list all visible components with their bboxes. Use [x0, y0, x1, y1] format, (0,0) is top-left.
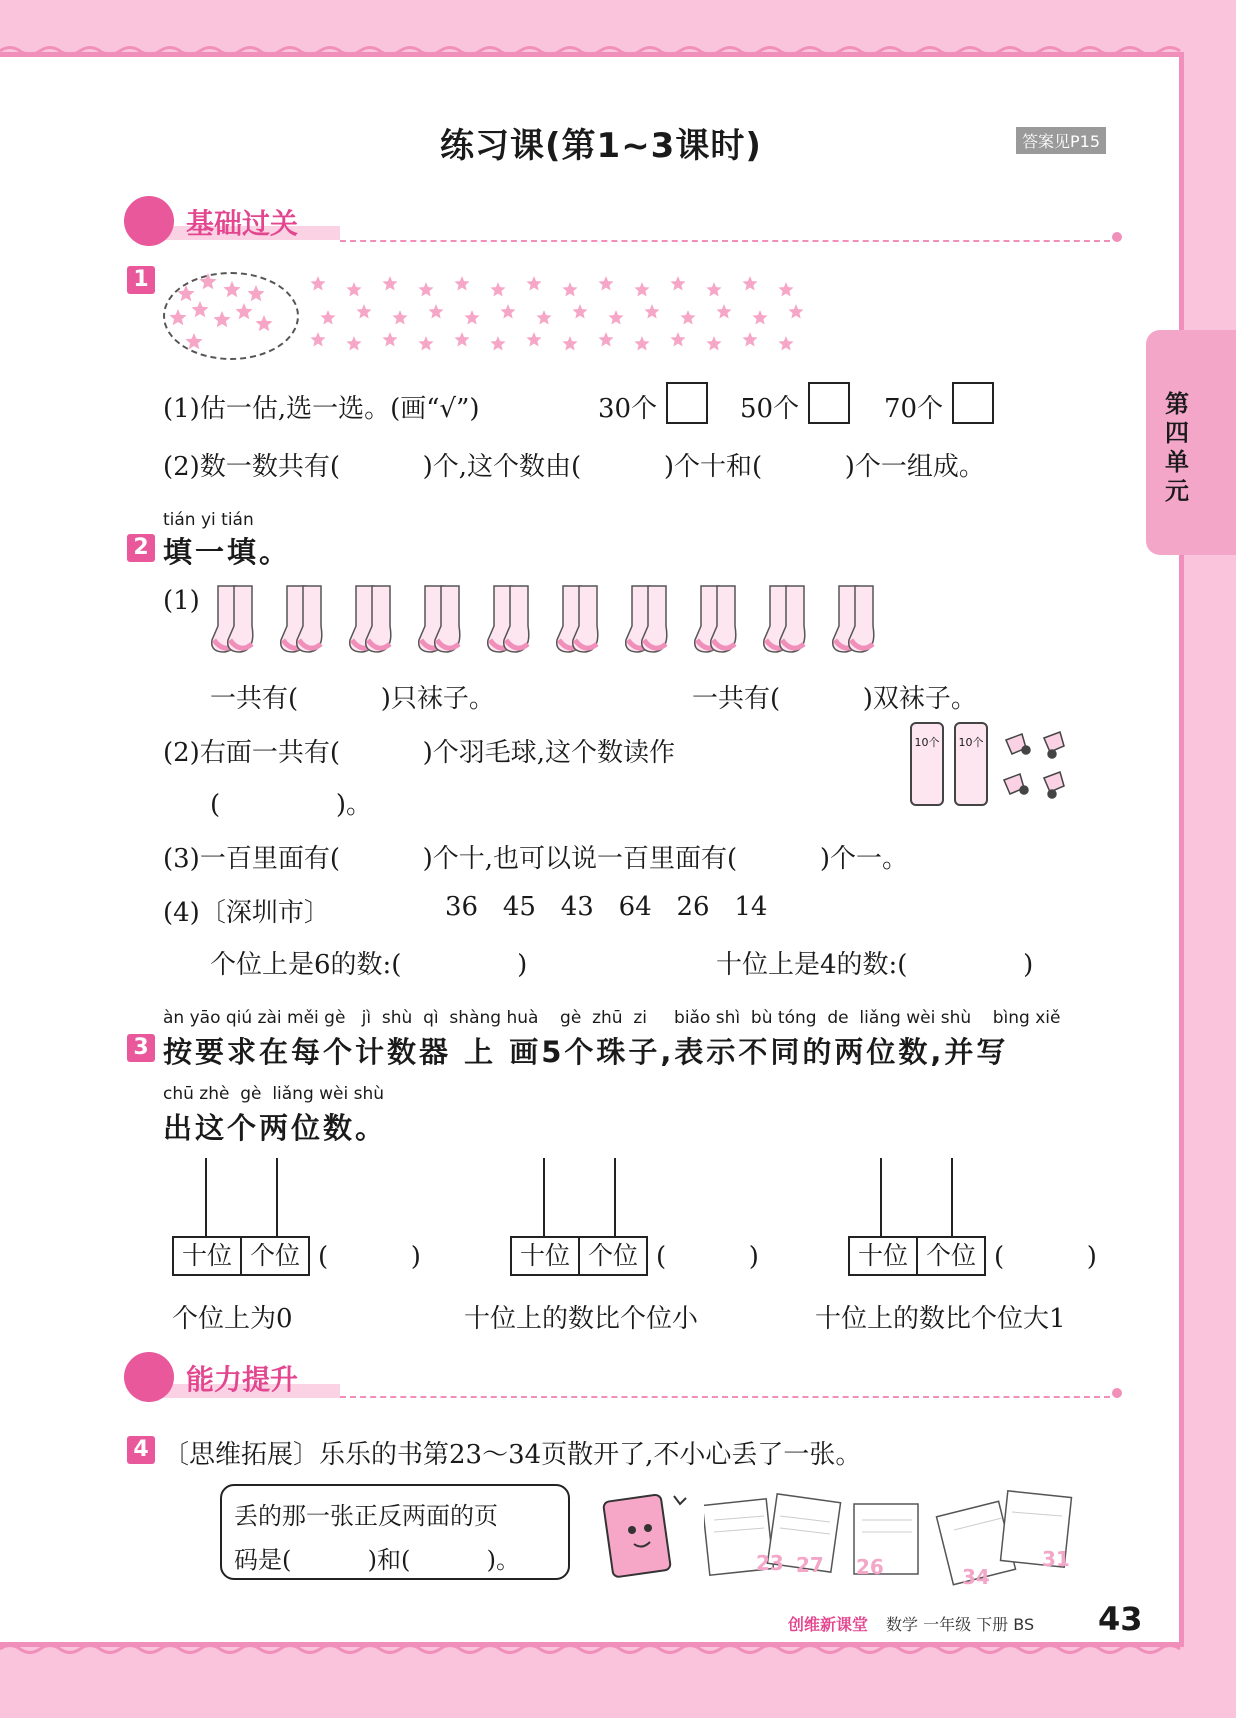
page-number-label: 31: [1042, 1547, 1070, 1571]
star-icon: [562, 282, 577, 297]
sock-pair-icon: [557, 586, 598, 652]
star-icon: [185, 333, 202, 349]
q4-text: 〔思维拓展〕乐乐的书第23～34页散开了,不小心丢了一张。: [163, 1440, 862, 1470]
star-icon: [247, 285, 264, 301]
section-divider: [340, 240, 1110, 242]
tens-rod[interactable]: [205, 1158, 207, 1238]
star-icon: [742, 276, 757, 291]
star-icon: [670, 276, 685, 291]
star-icon: [490, 336, 505, 351]
option-50-checkbox[interactable]: [808, 382, 850, 424]
star-icon: [706, 282, 721, 297]
tens-rod[interactable]: [543, 1158, 545, 1238]
q1-part2-text: (2)数一数共有( )个,这个数由( )个十和( )个一组成。: [163, 452, 985, 482]
page-number-label: 23: [756, 1551, 784, 1575]
star-icon: [778, 336, 793, 351]
question-number-badge: 4: [127, 1436, 155, 1464]
star-icon: [454, 332, 469, 347]
q2-part1-right-text: 一共有( )双袜子。: [692, 684, 977, 714]
question-number-badge: 2: [127, 534, 155, 562]
q3-pinyin-line2: chū zhè gè liǎng wèi shù: [163, 1084, 385, 1104]
q2-part3-text: (3)一百里面有( )个十,也可以说一百里面有( )个一。: [163, 844, 908, 874]
star-icon: [598, 332, 613, 347]
star-icon: [788, 304, 803, 319]
mascot-icon: [124, 1352, 174, 1402]
star-icon: [223, 281, 240, 297]
star-icon: [526, 276, 541, 291]
star-icon: [310, 276, 325, 291]
ones-place-label: 个位: [916, 1236, 986, 1276]
star-icon: [644, 304, 659, 319]
tens-rod[interactable]: [880, 1158, 882, 1238]
q2-part4-numbers: 36 45 43 64 26 14: [445, 892, 768, 922]
mascot-icon: [124, 196, 174, 246]
unit-tab-label: 第四单元: [1165, 390, 1189, 505]
star-icon: [310, 332, 325, 347]
tens-place-label: 十位: [848, 1236, 918, 1276]
sock-pair-icon: [212, 586, 253, 652]
star-icon: [716, 304, 731, 319]
q2-part4-tens-text: 十位上是4的数:( ): [716, 950, 1034, 980]
condition-ones-zero: 个位上为0: [172, 1304, 293, 1334]
q1-part1-text: (1)估一估,选一选。(画“√”): [163, 394, 480, 424]
star-icon: [454, 276, 469, 291]
tube-label: 10个: [958, 736, 984, 749]
abacus-answer-blank[interactable]: ( ): [994, 1242, 1097, 1272]
q2-part2-line2: ( )。: [210, 790, 372, 820]
sock-pair-icon: [281, 586, 322, 652]
option-30-checkbox[interactable]: [666, 382, 708, 424]
star-icon: [500, 304, 515, 319]
divider-dot-icon: [1112, 1388, 1122, 1398]
question-number-badge: 3: [127, 1034, 155, 1062]
star-icon: [177, 285, 194, 301]
footer-brand: 创维新课堂: [788, 1615, 869, 1634]
star-icon: [418, 282, 433, 297]
star-icon: [752, 310, 767, 325]
q3-pinyin-line1: àn yāo qiú zài měi gè jì shù qì shàng huà gè zhū zi biǎo shì bù tóng de liǎng wèi shù bìng xiě: [163, 1008, 1061, 1028]
divider-dot-icon: [1112, 232, 1122, 242]
star-icon: [706, 336, 721, 351]
section-basics-heading: 基础过关: [186, 207, 299, 240]
abacus-answer-blank[interactable]: ( ): [318, 1242, 421, 1272]
star-icon: [235, 303, 252, 319]
page-title: 练习课(第1~3课时): [440, 126, 762, 166]
star-icon: [608, 310, 623, 325]
sock-pair-icon: [695, 586, 736, 652]
bottom-wave-border: [0, 1642, 1190, 1656]
star-field: [160, 262, 820, 362]
page-number: 43: [1098, 1600, 1143, 1638]
tens-place-label: 十位: [172, 1236, 242, 1276]
q3-text-line1: 按要求在每个计数器 上 画5个珠子,表示不同的两位数,并写: [163, 1035, 1009, 1069]
sock-pair-icon: [764, 586, 805, 652]
option-70-checkbox[interactable]: [952, 382, 994, 424]
star-icon: [356, 304, 371, 319]
star-icon: [634, 336, 649, 351]
tens-place-label: 十位: [510, 1236, 580, 1276]
ones-place-label: 个位: [240, 1236, 310, 1276]
star-icon: [526, 332, 541, 347]
q2-pinyin: tián yi tián: [163, 510, 254, 530]
star-icon: [382, 332, 397, 347]
sock-pair-icon: [626, 586, 667, 652]
q2-part2-line1: (2)右面一共有( )个羽毛球,这个数读作: [163, 738, 676, 768]
section-advanced-heading: 能力提升: [186, 1363, 299, 1396]
star-icon: [392, 310, 407, 325]
sock-pair-icon: [488, 586, 529, 652]
ones-rod[interactable]: [951, 1158, 953, 1238]
star-icon: [346, 282, 361, 297]
star-icon: [199, 273, 216, 289]
sock-pair-icon: [350, 586, 391, 652]
section-divider: [340, 1396, 1110, 1398]
star-icon: [562, 336, 577, 351]
star-icon: [680, 310, 695, 325]
star-icon: [382, 276, 397, 291]
q3-text-line2: 出这个两位数。: [163, 1111, 388, 1145]
option-70-label: 70个: [884, 394, 944, 424]
star-icon: [742, 332, 757, 347]
star-icon: [213, 311, 230, 327]
option-30-label: 30个: [598, 394, 658, 424]
socks-illustration: [210, 580, 910, 660]
option-50-label: 50个: [740, 394, 800, 424]
star-icon: [536, 310, 551, 325]
question-number-badge: 1: [127, 266, 155, 294]
loose-shuttlecocks-icon: [1000, 730, 1072, 810]
page-number-label: 26: [856, 1555, 884, 1579]
sock-pair-icon: [833, 586, 874, 652]
ones-place-label: 个位: [578, 1236, 648, 1276]
bubble-line2: 码是( )和( )。: [234, 1546, 521, 1574]
star-icon: [490, 282, 505, 297]
unit-side-tab: [1146, 330, 1236, 555]
shuttlecock-tube-icon: [954, 722, 988, 806]
shuttlecock-tube-icon: [910, 722, 944, 806]
star-icon: [255, 315, 272, 331]
star-icon: [670, 332, 685, 347]
bubble-line1: 丢的那一张正反两面的页: [234, 1502, 498, 1530]
book-mascot-icon: [596, 1486, 690, 1586]
answer-reference-badge: 答案见P15: [1016, 127, 1106, 154]
star-icon: [191, 301, 208, 317]
page-number-label: 34: [962, 1565, 990, 1586]
star-icon: [346, 336, 361, 351]
abacus-answer-blank[interactable]: ( ): [656, 1242, 759, 1272]
star-icon: [778, 282, 793, 297]
q2-part4-ones-text: 个位上是6的数:( ): [210, 950, 528, 980]
condition-tens-less: 十位上的数比个位小: [464, 1304, 699, 1334]
loose-pages-illustration: [704, 1490, 1074, 1586]
page-number-label: 27: [796, 1553, 824, 1577]
sock-pair-icon: [419, 586, 460, 652]
star-icon: [320, 310, 335, 325]
condition-tens-more: 十位上的数比个位大1: [815, 1304, 1066, 1334]
star-icon: [169, 309, 186, 325]
tube-label: 10个: [914, 736, 940, 749]
q2-title: 填一填。: [163, 535, 292, 569]
star-icon: [598, 276, 613, 291]
q2-part1-left-text: 一共有( )只袜子。: [210, 684, 495, 714]
footer-info: 数学 一年级 下册 BS: [886, 1615, 1035, 1634]
star-icon: [572, 304, 587, 319]
ones-rod[interactable]: [276, 1158, 278, 1238]
q2-part4-label: (4)〔深圳市〕: [163, 898, 330, 928]
q2-part1-label: (1): [163, 586, 200, 616]
star-icon: [634, 282, 649, 297]
star-icon: [464, 310, 479, 325]
star-icon: [428, 304, 443, 319]
star-icon: [418, 336, 433, 351]
ones-rod[interactable]: [614, 1158, 616, 1238]
